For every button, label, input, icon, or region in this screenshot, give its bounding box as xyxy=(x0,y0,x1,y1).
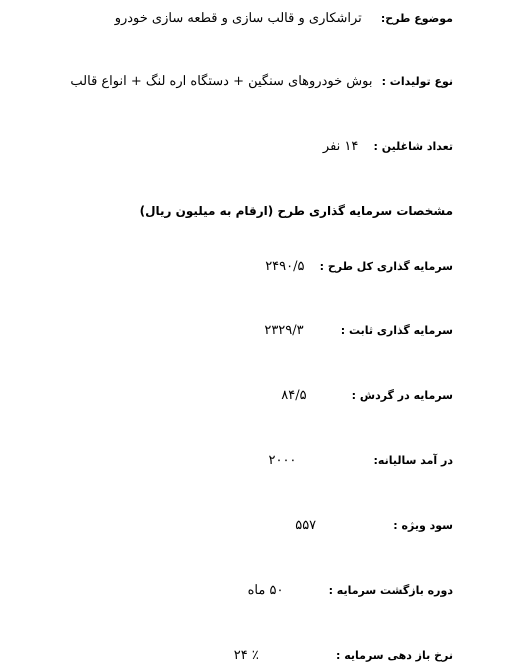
products-row xyxy=(70,71,453,92)
employees-value: ۱۴ نفر xyxy=(322,138,359,154)
net-profit-value: ۵۵۷ xyxy=(295,517,317,533)
fixed-investment-value: ۲۳۲۹/۳ xyxy=(264,322,304,338)
products-label: نوع تولیدات : xyxy=(381,74,453,88)
total-investment-label: سرمایه گذاری کل طرح : xyxy=(319,259,453,273)
total-investment-value: ۲۴۹۰/۵ xyxy=(265,258,305,274)
annual-revenue-value: ۲۰۰۰ xyxy=(268,452,297,468)
total-investment-row xyxy=(265,256,453,277)
products-value: بوش خودروهای سنگین + دستگاه اره لنگ + انواع قالب xyxy=(70,73,373,89)
net-profit-label: سود ویژه : xyxy=(393,518,453,532)
subject-value: تراشکاری و قالب سازی و قطعه سازی خودرو xyxy=(114,10,362,26)
subject-label: موضوع طرح: xyxy=(380,11,453,25)
annual-revenue-row xyxy=(268,450,453,471)
subject-row xyxy=(115,8,453,29)
working-capital-label: سرمایه در گردش : xyxy=(351,388,453,402)
payback-period-value: ۵۰ ماه xyxy=(247,582,284,598)
annual-revenue-label: در آمد سالیانه: xyxy=(373,453,453,467)
investment-heading: مشخصات سرمایه گذاری طرح (ارقام به میلیون ریال) xyxy=(139,204,453,218)
fixed-investment-label: سرمایه گذاری ثابت : xyxy=(340,323,453,337)
return-rate-label: نرخ باز دهی سرمایه : xyxy=(335,648,453,662)
working-capital-row xyxy=(281,385,453,406)
payback-period-label: دوره بازگشت سرمایه : xyxy=(328,583,453,597)
return-rate-row xyxy=(234,645,453,666)
net-profit-row xyxy=(295,515,453,536)
fixed-investment-row xyxy=(264,320,453,341)
employees-label: تعداد شاغلین : xyxy=(373,139,453,153)
return-rate-value: ٪ ۲۴ xyxy=(233,647,259,663)
payback-period-row xyxy=(248,580,453,601)
working-capital-value: ۸۴/۵ xyxy=(281,387,307,403)
employees-row xyxy=(323,136,453,157)
